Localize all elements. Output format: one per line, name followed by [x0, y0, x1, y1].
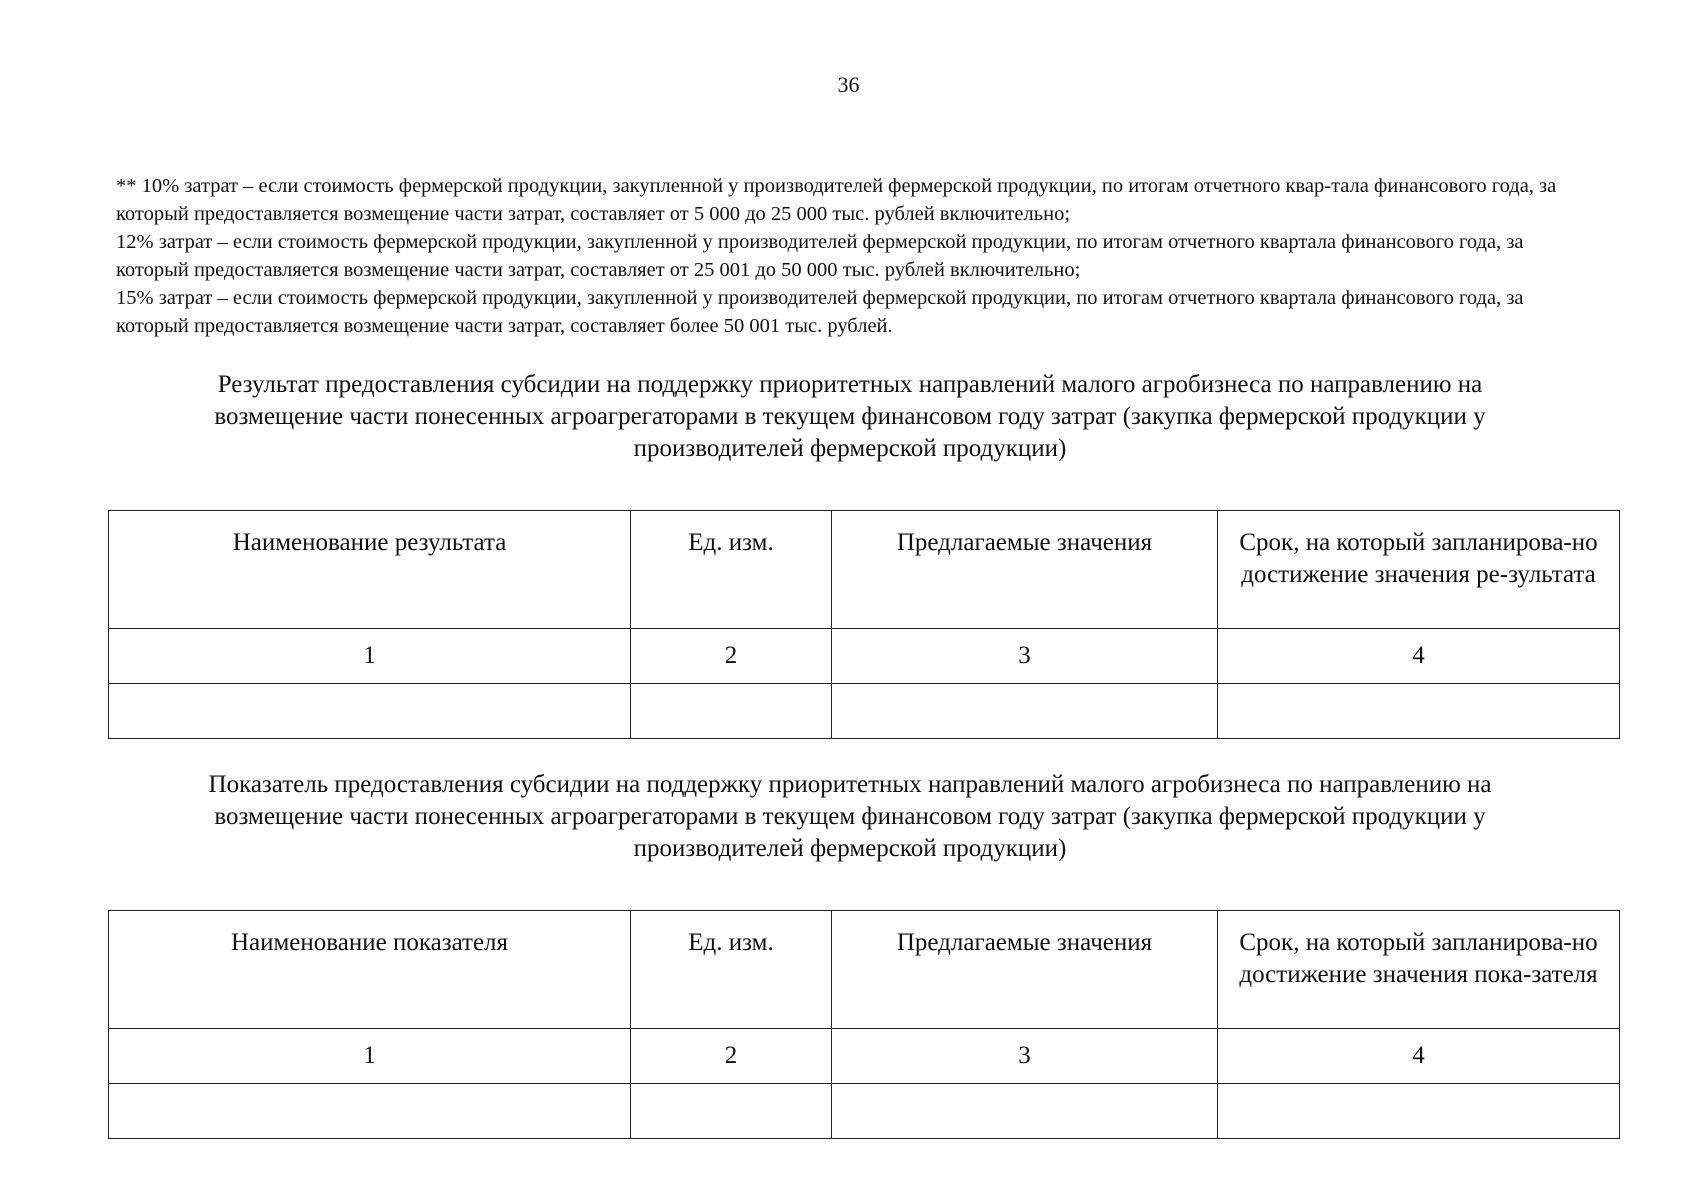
table-row: [109, 1084, 1620, 1139]
header-unit: Ед. изм.: [631, 911, 832, 1029]
column-number: 1: [109, 629, 631, 684]
column-number: 3: [832, 629, 1218, 684]
column-number: 2: [631, 629, 832, 684]
column-number: 4: [1218, 1029, 1620, 1084]
header-proposed-values: Предлагаемые значения: [832, 511, 1218, 629]
header-deadline: Срок, на который запланирова-но достижение значения пока-зателя: [1218, 911, 1620, 1029]
results-heading: Результат предоставления субсидии на поддержку приоритетных направлений малого агробизнеса по направлению на возмещение части понесенных агроагрегаторами в текущем финансовом году затрат (закупка фермерской продукции у производителей фермерской продукции): [214, 371, 1486, 462]
header-indicator-name: Наименование показателя: [109, 911, 631, 1029]
results-table: [108, 510, 1620, 739]
table-header-row: [109, 511, 1620, 629]
column-number-row: [109, 629, 1620, 684]
column-number: 2: [631, 1029, 832, 1084]
empty-cell: [832, 684, 1218, 739]
page-number: 36: [837, 72, 860, 97]
empty-cell: [1218, 1084, 1620, 1139]
header-proposed-values: Предлагаемые значения: [832, 911, 1218, 1029]
table-header-row: [109, 911, 1620, 1029]
indicators-table: [108, 910, 1620, 1139]
footnote: [116, 172, 1584, 340]
empty-cell: [109, 684, 631, 739]
footnote-line-15-percent: 15% затрат – если стоимость фермерской продукции, закупленной у производителей фермерской продукции, по итогам отчетного квартала финансового года, за который предоставляется возмещение части затрат, составляет более 50 001 тыс. рублей.: [116, 287, 1524, 337]
column-number: 4: [1218, 629, 1620, 684]
empty-cell: [631, 1084, 832, 1139]
footnote-line-10-percent: ** 10% затрат – если стоимость фермерской продукции, закупленной у производителей фермерской продукции, по итогам отчетного квар-тала финансового года, за который предоставляется возмещение части затрат, составляет от 5 000 до 25 000 тыс. рублей включительно;: [116, 175, 1557, 225]
empty-cell: [1218, 684, 1620, 739]
indicators-heading: Показатель предоставления субсидии на поддержку приоритетных направлений малого агробизнеса по направлению на возмещение части понесенных агроагрегаторами в текущем финансовом году затрат (закупка фермерской продукции у производителей фермерской продукции): [208, 771, 1492, 862]
table-row: [109, 684, 1620, 739]
empty-cell: [631, 684, 832, 739]
header-unit: Ед. изм.: [631, 511, 832, 629]
footnote-line-12-percent: 12% затрат – если стоимость фермерской продукции, закупленной у производителей фермерской продукции, по итогам отчетного квартала финансового года, за который предоставляется возмещение части затрат, составляет от 25 001 до 50 000 тыс. рублей включительно;: [116, 231, 1524, 281]
column-number-row: [109, 1029, 1620, 1084]
empty-cell: [109, 1084, 631, 1139]
header-deadline: Срок, на который запланирова-но достижение значения ре-зультата: [1218, 511, 1620, 629]
header-result-name: Наименование результата: [109, 511, 631, 629]
column-number: 1: [109, 1029, 631, 1084]
empty-cell: [832, 1084, 1218, 1139]
column-number: 3: [832, 1029, 1218, 1084]
